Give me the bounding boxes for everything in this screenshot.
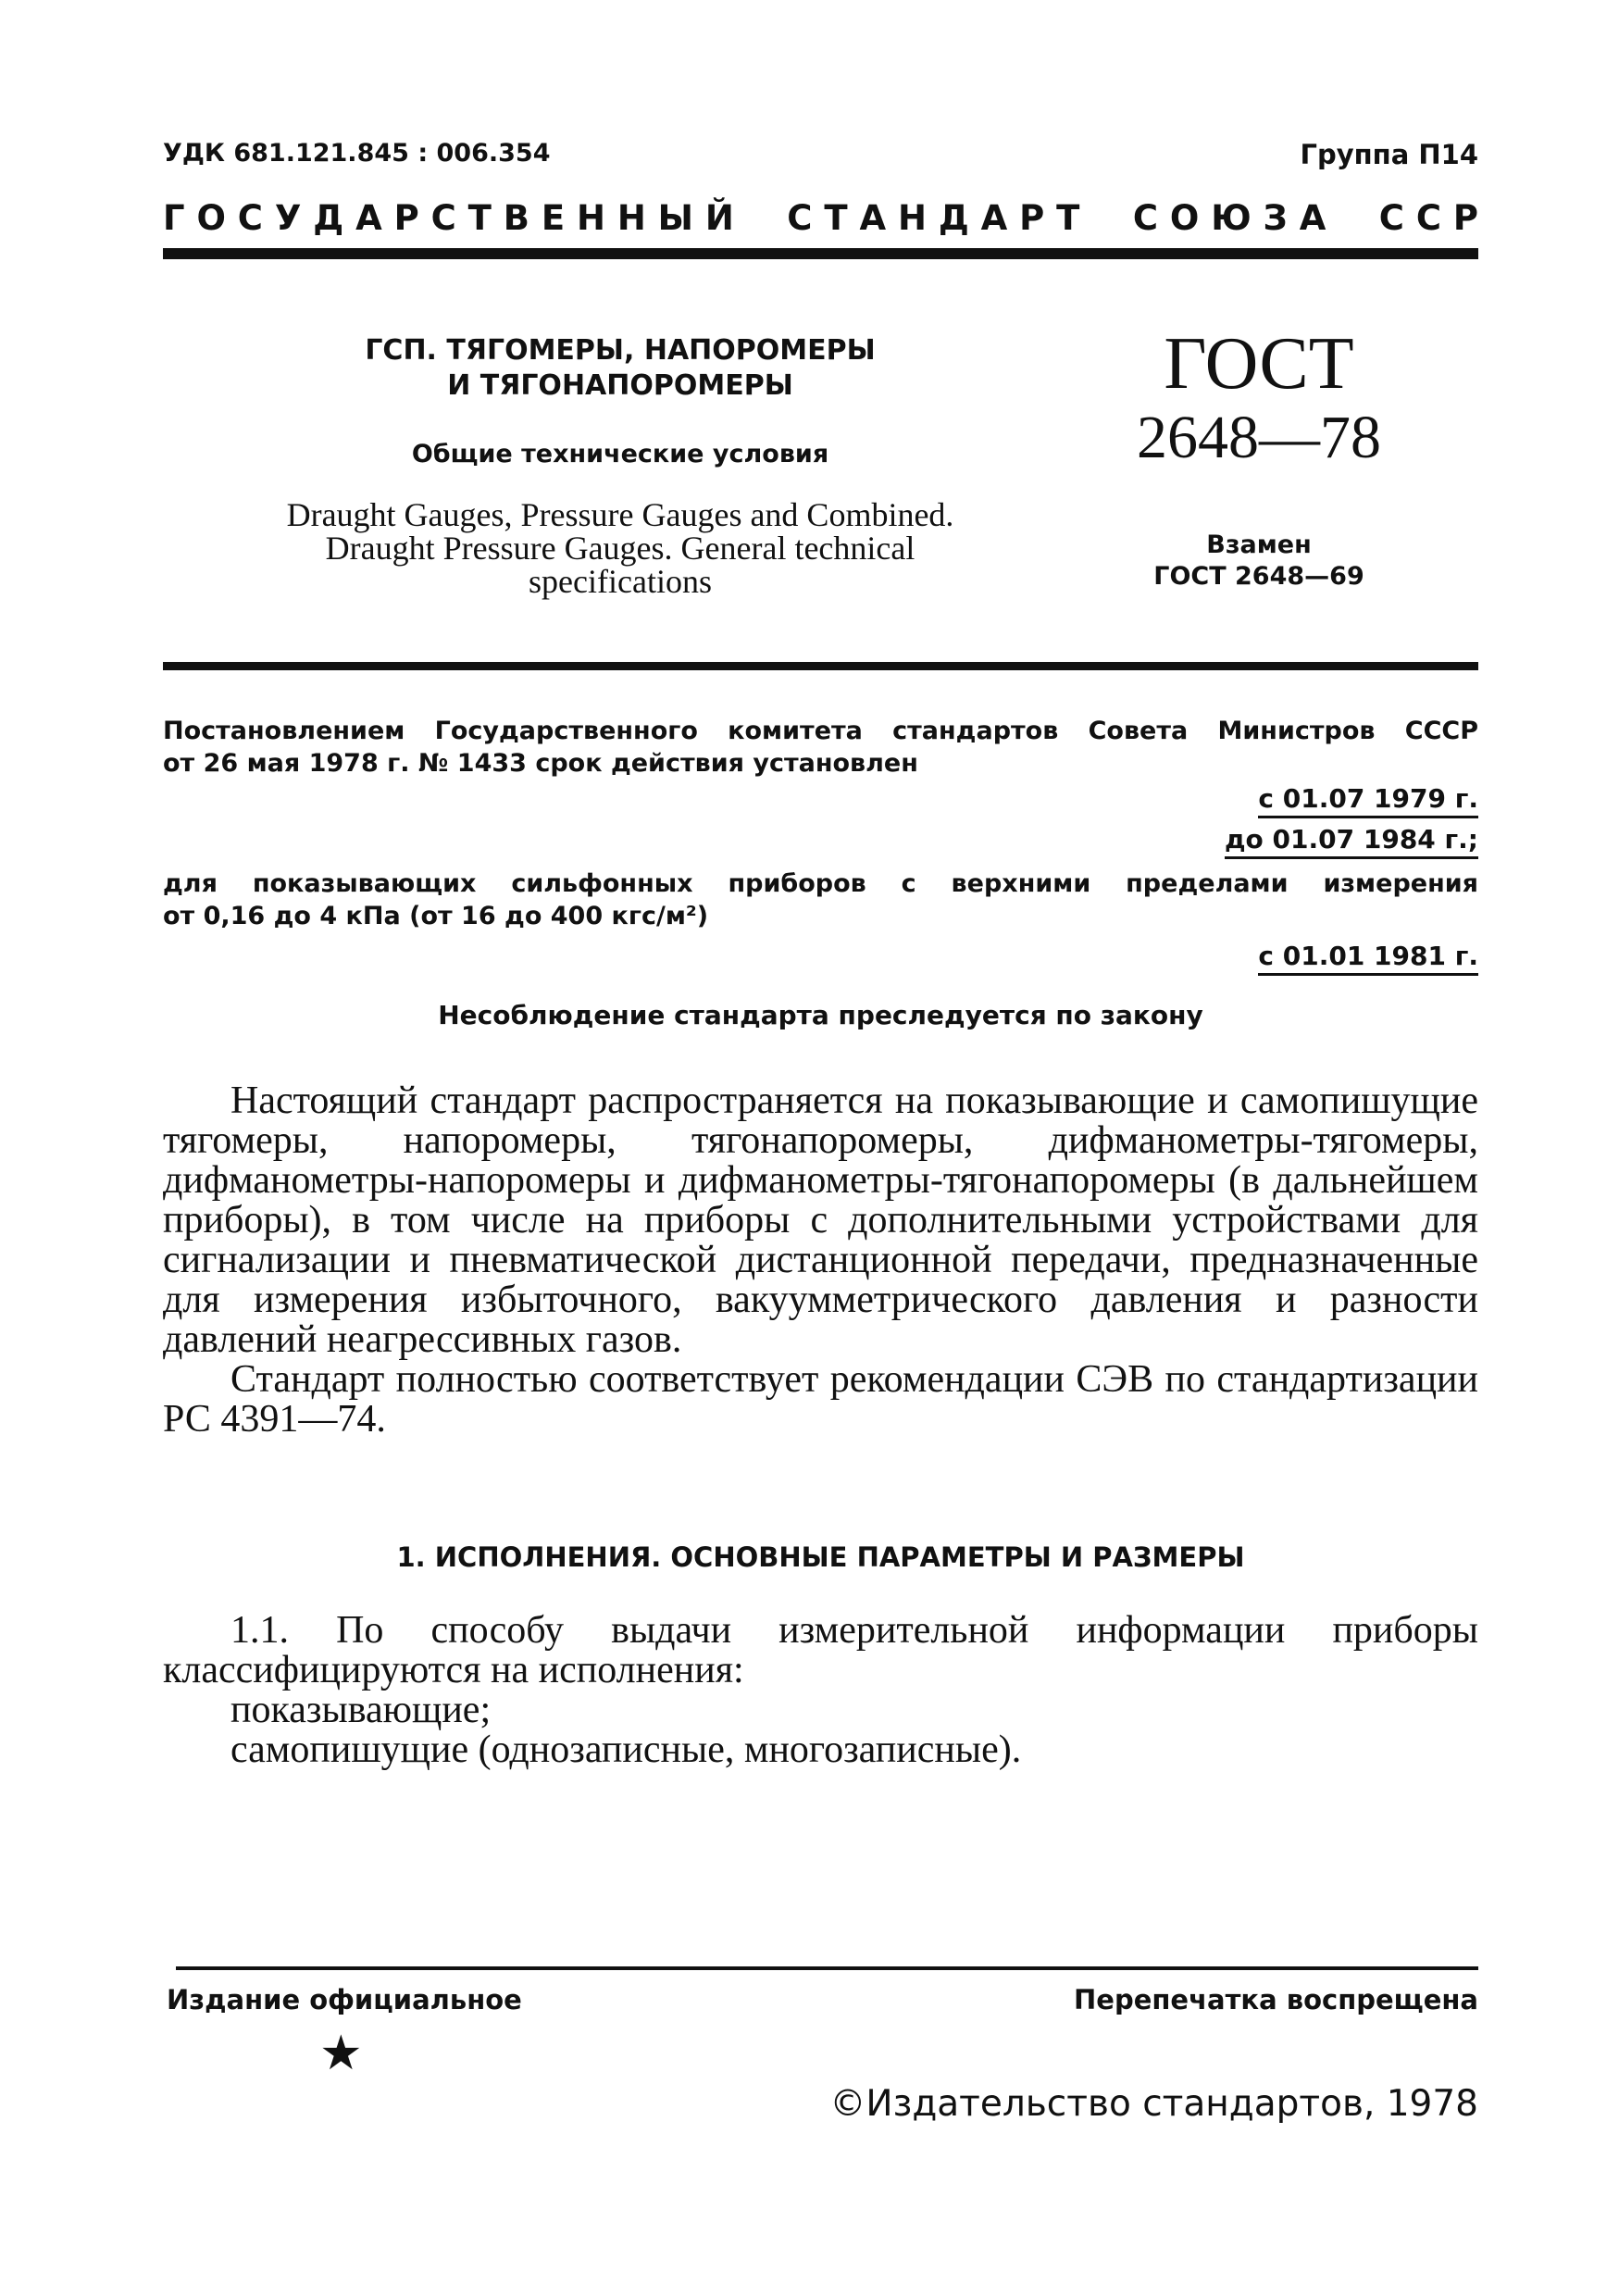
english-title (194, 498, 1046, 598)
udk-code: УДК 681.121.845 : 006.354 (163, 139, 551, 168)
banner-word: С Т А Н Д А Р Т (787, 198, 1080, 238)
banner-word: Г О С У Д А Р С Т В Е Н Н Ы Й (163, 198, 734, 238)
validity-date-from-text: с 01.07 1979 г. (1258, 783, 1478, 818)
validity-date-from (1258, 783, 1478, 818)
gost-number: 2648—78 (1137, 404, 1381, 471)
decree-line: для показывающих сильфонных приборов с верхними пределами измерения (163, 869, 1478, 898)
clause-list-item: показывающие; (230, 1689, 492, 1731)
official-edition-label: Издание официальное (167, 1984, 522, 2015)
english-title-line: Draught Gauges, Pressure Gauges and Combined. (286, 496, 954, 533)
clause-1-1: 1.1. По способу выдачи измерительной информации приборы классифицируются на исполнения: (163, 1609, 1478, 1691)
decree-line: Постановлением Государственного комитета стандартов Совета Министров СССР (163, 717, 1478, 745)
body-text (163, 1081, 1478, 1440)
banner-word: С С Р (1378, 198, 1478, 238)
title-thick-rule (163, 662, 1478, 670)
comecon-paragraph: Стандарт полностью соответствует рекомендации СЭВ по стандартизации РС 4391—74. (163, 1358, 1478, 1441)
publisher-copyright: ©Издательство стандартов, 1978 (829, 2083, 1478, 2125)
footer-rule (176, 1966, 1478, 1970)
clause-list-item: самопишущие (однозаписные, многозаписные). (230, 1728, 1022, 1771)
validity-date-to-text: до 01.07 1984 г.; (1225, 824, 1478, 859)
title-line: ГСП. ТЯГОМЕРЫ, НАПОРОМЕРЫ (365, 334, 876, 367)
legal-warning: Несоблюдение стандарта преследуется по закону (438, 1000, 1203, 1030)
state-standard-banner (163, 198, 1478, 241)
bellows-validity-date (1258, 941, 1478, 976)
clause-block (163, 1611, 1478, 1770)
section-heading: 1. ИСПОЛНЕНИЯ. ОСНОВНЫЕ ПАРАМЕТРЫ И РАЗМЕРЫ (396, 1541, 1245, 1573)
standard-title (305, 333, 935, 404)
title-line: И ТЯГОНАПОРОМЕРЫ (447, 369, 793, 402)
reprint-prohibited-label: Перепечатка воспрещена (1074, 1984, 1478, 2015)
header-thick-rule (163, 248, 1478, 259)
validity-date-to (1225, 824, 1478, 859)
replaces-label: Взамен (1206, 530, 1312, 559)
decree-line: от 0,16 до 4 кПа (от 16 до 400 кгс/м²) (163, 902, 709, 930)
group-code: Группа П14 (1300, 139, 1478, 170)
english-title-line: specifications (529, 563, 712, 600)
replaces-block (1111, 530, 1407, 593)
decree-line: от 26 мая 1978 г. № 1433 срок действия установлен (163, 749, 918, 778)
gost-label: ГОСТ (1164, 323, 1354, 405)
english-title-line: Draught Pressure Gauges. General technical (325, 530, 915, 567)
standard-subtitle: Общие технические условия (411, 440, 829, 468)
star-icon: ★ (319, 2026, 363, 2081)
replaces-number: ГОСТ 2648—69 (1153, 562, 1364, 591)
banner-word: С О Ю З А (1132, 198, 1326, 238)
intro-paragraph: Настоящий стандарт распространяется на показывающие и самопишущие тягомеры, напоромеры, тягонапоромеры, дифманометры-тягомеры, дифманометры-напоромеры и дифманометры-тягонапоромеры (в дальнейшем приборы), в том числе на приборы с дополнительными устройствами для сигнализации и пневматической дистанционной передачи, предназначенные для измерения избыточного, вакуумметрического давления и разности давлений неагрессивных газов. (163, 1079, 1478, 1361)
bellows-validity-date-text: с 01.01 1981 г. (1258, 941, 1478, 976)
